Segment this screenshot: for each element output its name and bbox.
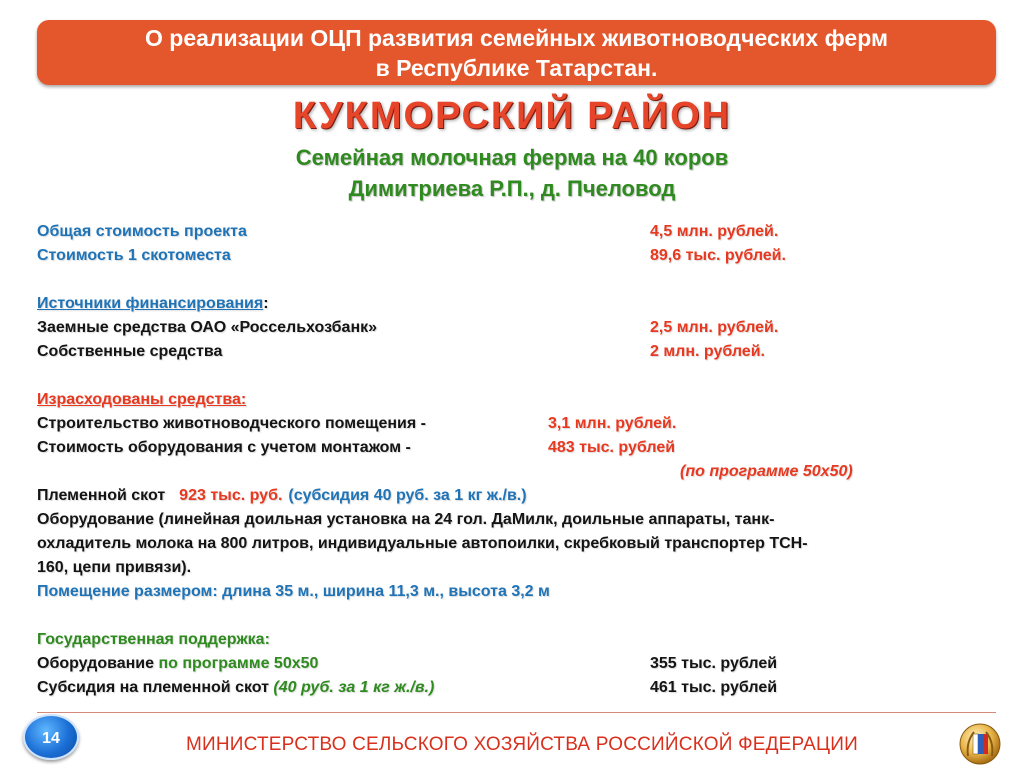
district-heading: КУКМОРСКИЙ РАЙОН [292,95,732,137]
equipment-description-3: 160, цепи привязи). [37,559,192,576]
farm-title: Семейная молочная ферма на 40 коров [295,145,729,170]
support-cattle-note: (40 руб. за 1 кг ж./в.) [273,679,435,696]
financing-heading-text: Источники финансирования [37,295,264,312]
wheat-emblem-icon [958,722,1002,766]
support-equipment-program: по программе 50х50 [158,655,319,672]
equipment-cost-value: 483 тыс. рублей [548,439,676,456]
page-number-badge: 14 [23,714,79,760]
title-line-2: в Республике Татарстан. [375,55,658,81]
total-cost-value: 4,5 млн. рублей. [650,223,779,240]
per-place-cost-label: Стоимость 1 скотоместа [37,247,231,264]
equipment-description-1: Оборудование (линейная доильная установка на 24 гол. ДаМилк, доильные аппараты, танк- [37,511,775,528]
farm-owner: Димитриева Р.П., д. Пчеловод [348,176,676,201]
breeding-cattle-subsidy: (субсидия 40 руб. за 1 кг ж./в.) [288,487,527,504]
equipment-description-2: охладитель молока на 800 литров, индивидуальные автопоилки, скребковый транспортер ТСН- [37,535,808,552]
equipment-program-note: (по программе 50х50) [680,463,853,480]
financing-heading [37,294,269,314]
support-cattle-value: 461 тыс. рублей [650,679,778,696]
support-equipment-row [37,654,318,674]
support-heading: Государственная поддержка: [37,631,270,648]
premises-size: Помещение размером: длина 35 м., ширина 11,3 м., высота 3,2 м [37,583,550,600]
equipment-cost-label: Стоимость оборудования с учетом монтажом - [37,439,411,456]
support-equipment-value: 355 тыс. рублей [650,655,778,672]
building-label: Строительство животноводческого помещения - [37,415,426,432]
building-value: 3,1 млн. рублей. [548,415,677,432]
title-banner [37,20,996,85]
breeding-cattle-row [37,486,527,506]
total-cost-label: Общая стоимость проекта [37,223,247,240]
loan-label: Заемные средства ОАО «Россельхозбанк» [37,319,378,336]
support-cattle-row [37,678,434,698]
title-line-1: О реализации ОЦП развития семейных животноводческих ферм [145,25,888,51]
breeding-cattle-value: 923 тыс. руб. [179,487,283,504]
per-place-cost-value: 89,6 тыс. рублей. [650,247,786,264]
breeding-cattle-label: Племенной скот [37,487,166,504]
spent-heading: Израсходованы средства: [37,391,247,408]
own-funds-label: Собственные средства [37,343,223,360]
footer-divider [37,712,996,713]
loan-value: 2,5 млн. рублей. [650,319,779,336]
support-equipment-label: Оборудование [37,655,155,672]
own-funds-value: 2 млн. рублей. [650,343,765,360]
support-cattle-label: Субсидия на племенной скот [37,679,269,696]
ministry-name: МИНИСТЕРСТВО СЕЛЬСКОГО ХОЗЯЙСТВА РОССИЙСКОЙ ФЕДЕРАЦИИ [186,734,858,755]
financing-heading-colon: : [263,295,269,312]
